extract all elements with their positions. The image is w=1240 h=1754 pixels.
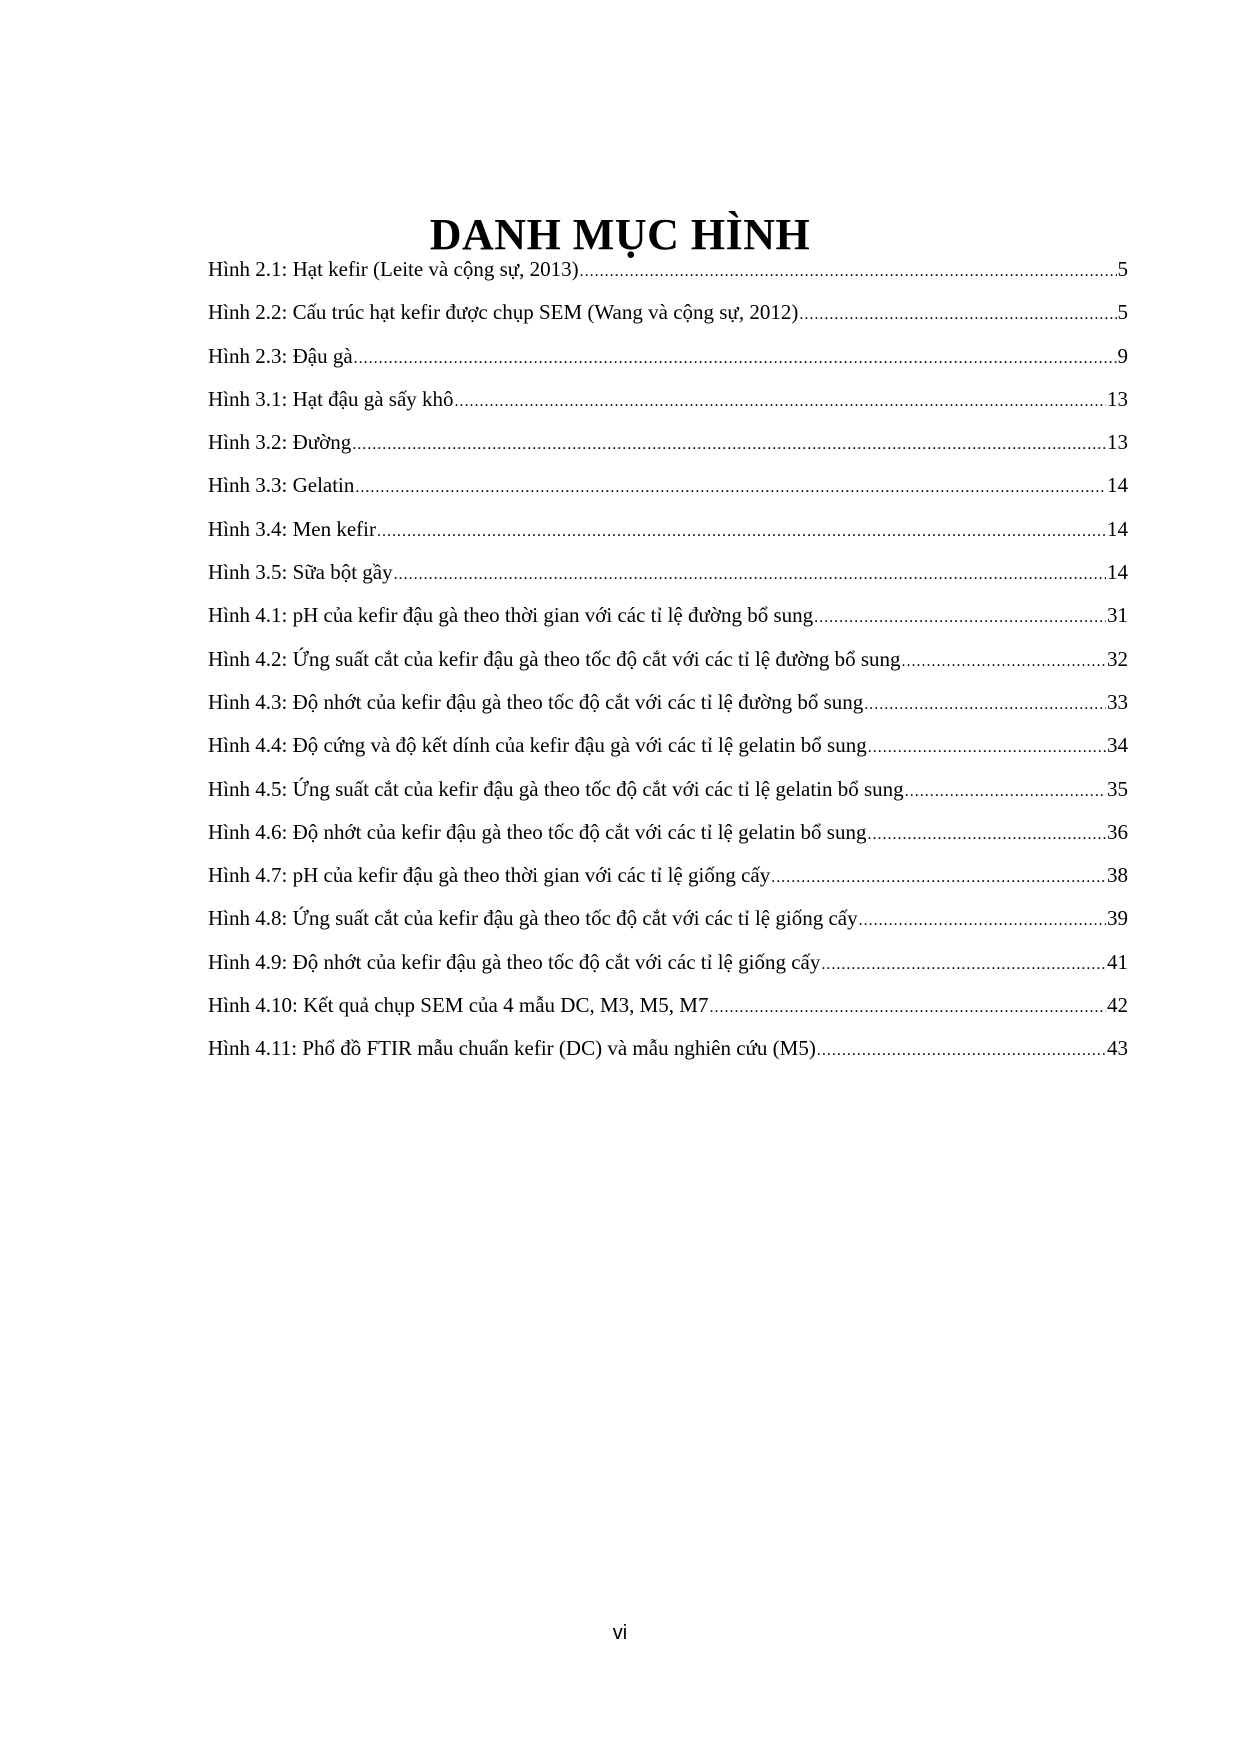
toc-entry[interactable] (208, 897, 1128, 940)
toc-entry[interactable] (208, 291, 1128, 334)
dot-leader (580, 250, 1117, 293)
toc-entry[interactable] (208, 378, 1128, 421)
dot-leader (817, 1029, 1106, 1072)
toc-entry[interactable] (208, 854, 1128, 897)
dot-leader (868, 726, 1106, 769)
dot-leader (902, 640, 1106, 683)
dot-leader (354, 337, 1117, 380)
toc-entry-label: Hình 3.2: Đường (208, 430, 352, 455)
toc-entry[interactable] (208, 681, 1128, 724)
toc-entry-page: 39 (1107, 906, 1128, 931)
toc-entry[interactable] (208, 248, 1128, 291)
toc-entry-page: 42 (1107, 993, 1128, 1018)
toc-entry-label: Hình 4.3: Độ nhớt của kefir đậu gà theo tốc độ cắt với các tỉ lệ đường bổ sung (208, 689, 864, 714)
toc-entry-page: 14 (1107, 560, 1128, 585)
figure-list (208, 248, 1128, 1071)
toc-entry-label: Hình 3.1: Hạt đậu gà sấy khô (208, 386, 454, 411)
toc-entry-page: 32 (1107, 646, 1128, 671)
dot-leader (799, 293, 1116, 336)
toc-entry[interactable] (208, 724, 1128, 767)
toc-entry-label: Hình 3.3: Gelatin (208, 473, 355, 498)
toc-entry-label: Hình 4.4: Độ cứng và độ kết dính của kefir đậu gà với các tỉ lệ gelatin bổ sung (208, 733, 867, 758)
toc-entry-label: Hình 3.4: Men kefir (208, 516, 376, 541)
toc-entry[interactable] (208, 811, 1128, 854)
toc-entry-page: 14 (1107, 473, 1128, 498)
toc-entry-page: 43 (1107, 1036, 1128, 1061)
toc-entry-label: Hình 4.5: Ứng suất cắt của kefir đậu gà theo tốc độ cắt với các tỉ lệ gelatin bổ sung (208, 776, 904, 801)
toc-entry-page: 38 (1107, 863, 1128, 888)
toc-entry[interactable] (208, 1027, 1128, 1070)
dot-leader (814, 596, 1106, 639)
toc-entry-page: 36 (1107, 819, 1128, 844)
dot-leader (355, 466, 1106, 509)
toc-entry-label: Hình 4.6: Độ nhớt của kefir đậu gà theo tốc độ cắt với các tỉ lệ gelatin bổ sung (208, 819, 867, 844)
toc-entry[interactable] (208, 551, 1128, 594)
toc-entry-page: 31 (1107, 603, 1128, 628)
toc-entry-label: Hình 2.1: Hạt kefir (Leite và cộng sự, 2013) (208, 257, 579, 281)
toc-entry-label: Hình 4.7: pH của kefir đậu gà theo thời gian với các tỉ lệ giống cấy (208, 863, 771, 888)
toc-entry-page: 5 (1117, 300, 1128, 325)
dot-leader (864, 683, 1106, 726)
dot-leader (771, 856, 1106, 899)
toc-entry[interactable] (208, 594, 1128, 637)
toc-entry-label: Hình 4.2: Ứng suất cắt của kefir đậu gà theo tốc độ cắt với các tỉ lệ đường bổ sung (208, 646, 901, 671)
toc-entry[interactable] (208, 508, 1128, 551)
dot-leader (352, 423, 1106, 466)
dot-leader (377, 510, 1106, 553)
toc-entry-page: 9 (1117, 343, 1128, 368)
toc-entry-page: 13 (1107, 430, 1128, 455)
toc-entry[interactable] (208, 984, 1128, 1027)
dot-leader (821, 943, 1106, 986)
dot-leader (455, 380, 1106, 423)
toc-entry-label: Hình 4.11: Phổ đồ FTIR mẫu chuẩn kefir (DC) và mẫu nghiên cứu (M5) (208, 1036, 816, 1061)
toc-entry[interactable] (208, 768, 1128, 811)
toc-entry[interactable] (208, 638, 1128, 681)
toc-entry-page: 41 (1107, 949, 1128, 974)
toc-entry-label: Hình 2.2: Cấu trúc hạt kefir được chụp SEM (Wang và cộng sự, 2012) (208, 300, 799, 325)
toc-entry-label: Hình 4.10: Kết quả chụp SEM của 4 mẫu DC, M3, M5, M7 (208, 993, 709, 1018)
dot-leader (709, 986, 1106, 1029)
toc-entry-label: Hình 4.1: pH của kefir đậu gà theo thời gian với các tỉ lệ đường bổ sung (208, 603, 814, 628)
toc-entry-page: 13 (1107, 386, 1128, 411)
toc-entry[interactable] (208, 335, 1128, 378)
toc-entry-page: 34 (1107, 733, 1128, 758)
dot-leader (394, 553, 1106, 596)
toc-entry[interactable] (208, 464, 1128, 507)
toc-entry-label: Hình 2.3: Đậu gà (208, 343, 353, 368)
toc-entry-label: Hình 4.8: Ứng suất cắt của kefir đậu gà theo tốc độ cắt với các tỉ lệ giống cấy (208, 906, 858, 931)
toc-entry-page: 33 (1107, 689, 1128, 714)
toc-entry[interactable] (208, 421, 1128, 464)
dot-leader (905, 770, 1106, 813)
dot-leader (867, 813, 1106, 856)
toc-entry[interactable] (208, 941, 1128, 984)
page-number: vi (612, 1622, 628, 1644)
toc-entry-label: Hình 3.5: Sữa bột gầy (208, 560, 393, 585)
page-title: DANH MỤC HÌNH (429, 210, 811, 260)
toc-entry-label: Hình 4.9: Độ nhớt của kefir đậu gà theo tốc độ cắt với các tỉ lệ giống cấy (208, 949, 821, 974)
dot-leader (859, 899, 1106, 942)
toc-entry-page: 35 (1107, 776, 1128, 801)
toc-entry-page: 14 (1107, 516, 1128, 541)
toc-entry-page: 5 (1117, 257, 1128, 281)
